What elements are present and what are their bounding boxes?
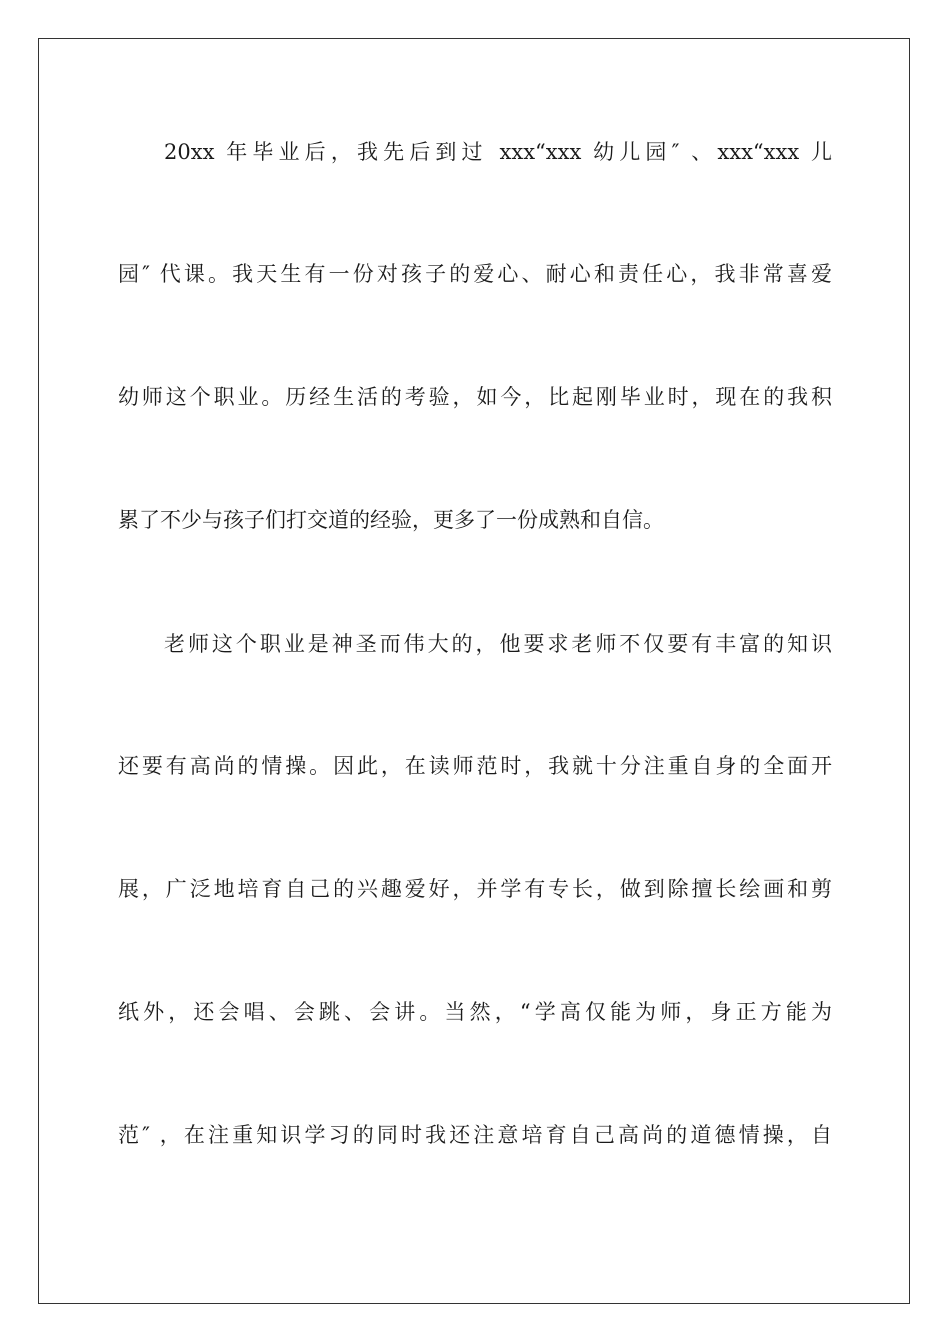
paragraph-1-line-2: 园″ 代课。我天生有一份对孩子的爱心、耐心和责任心，我非常喜爱 xyxy=(118,262,832,286)
paragraph-1-line-3: 幼师这个职业。历经生活的考验，如今，比起刚毕业时，现在的我积 xyxy=(118,385,832,409)
paragraph-1-line-4: 累了不少与孩子们打交道的经验，更多了一份成熟和自信。 xyxy=(118,508,664,532)
paragraph-2-line-1: 老师这个职业是神圣而伟大的，他要求老师不仅要有丰富的知识 xyxy=(164,632,832,656)
paragraph-2-line-4: 纸外，还会唱、会跳、会讲。当然，“学高仅能为师，身正方能为 xyxy=(118,1000,832,1024)
paragraph-2-line-3: 展，广泛地培育自己的兴趣爱好，并学有专长，做到除擅长绘画和剪 xyxy=(118,877,832,901)
paragraph-1-line-1: 20xx 年毕业后，我先后到过 xxx“xxx 幼儿园″ 、xxx“xxx 儿 xyxy=(164,140,832,164)
paragraph-2-line-2: 还要有高尚的情操。因此，在读师范时，我就十分注重自身的全面开 xyxy=(118,754,832,778)
paragraph-2-line-5: 范″ ，在注重知识学习的同时我还注意培育自己高尚的道德情操，自 xyxy=(118,1123,832,1147)
